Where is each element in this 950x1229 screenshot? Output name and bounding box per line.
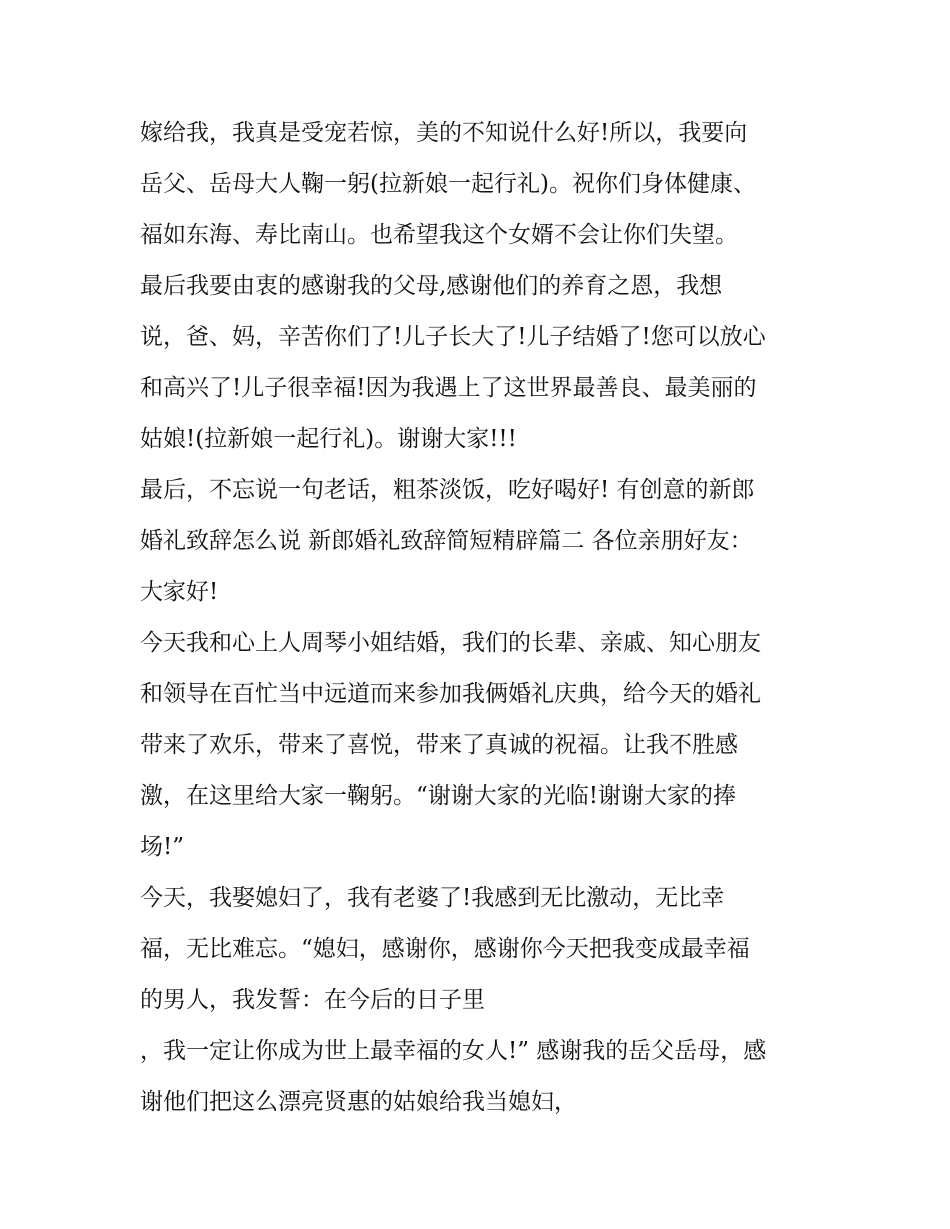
- text-line: 场!”: [140, 834, 185, 860]
- text-line: 的男人，我发誓：在今后的日子里: [140, 987, 485, 1013]
- text-line: 最后，不忘说一句老话，粗茶淡饭，吃好喝好! 有创意的新郎: [140, 477, 755, 503]
- text-line: 岳父、岳母大人鞠一躬(拉新娘一起行礼)。祝你们身体健康、: [140, 171, 756, 197]
- document-text: [140, 108, 840, 1128]
- text-line: 婚礼致辞怎么说 新郎婚礼致辞简短精辟篇二 各位亲朋好友：: [140, 528, 753, 554]
- text-line: 说，爸、妈，辛苦你们了!儿子长大了!儿子结婚了!您可以放心: [140, 324, 766, 350]
- text-line: ，我一定让你成为世上最幸福的女人!” 感谢我的岳父岳母，感: [140, 1038, 767, 1064]
- text-line: 最后我要由衷的感谢我的父母,感谢他们的养育之恩，我想: [140, 273, 723, 299]
- text-line: 和高兴了!儿子很幸福!因为我遇上了这世界最善良、最美丽的: [140, 375, 757, 401]
- text-line: 和领导在百忙当中远道而来参加我俩婚礼庆典，给今天的婚礼: [140, 681, 761, 707]
- text-line: 谢他们把这么漂亮贤惠的姑娘给我当媳妇，: [140, 1089, 577, 1115]
- text-line: 今天我和心上人周琴小姐结婚，我们的长辈、亲戚、知心朋友: [140, 630, 761, 656]
- text-line: 大家好!: [140, 579, 219, 605]
- text-line: 福，无比难忘。“媳妇，感谢你，感谢你今天把我变成最幸福: [140, 936, 750, 962]
- text-line: 嫁给我，我真是受宠若惊，美的不知说什么好!所以，我要向: [140, 120, 748, 146]
- text-line: 今天，我娶媳妇了，我有老婆了!我感到无比激动，无比幸: [140, 885, 725, 911]
- text-line: 带来了欢乐，带来了喜悦，带来了真诚的祝福。让我不胜感: [140, 732, 738, 758]
- text-line: 激，在这里给大家一鞠躬。“谢谢大家的光临!谢谢大家的捧: [140, 783, 737, 809]
- text-line: 姑娘!(拉新娘一起行礼)。谢谢大家!!!: [140, 426, 517, 452]
- text-line: 福如东海、寿比南山。也希望我这个女婿不会让你们失望。: [140, 222, 738, 248]
